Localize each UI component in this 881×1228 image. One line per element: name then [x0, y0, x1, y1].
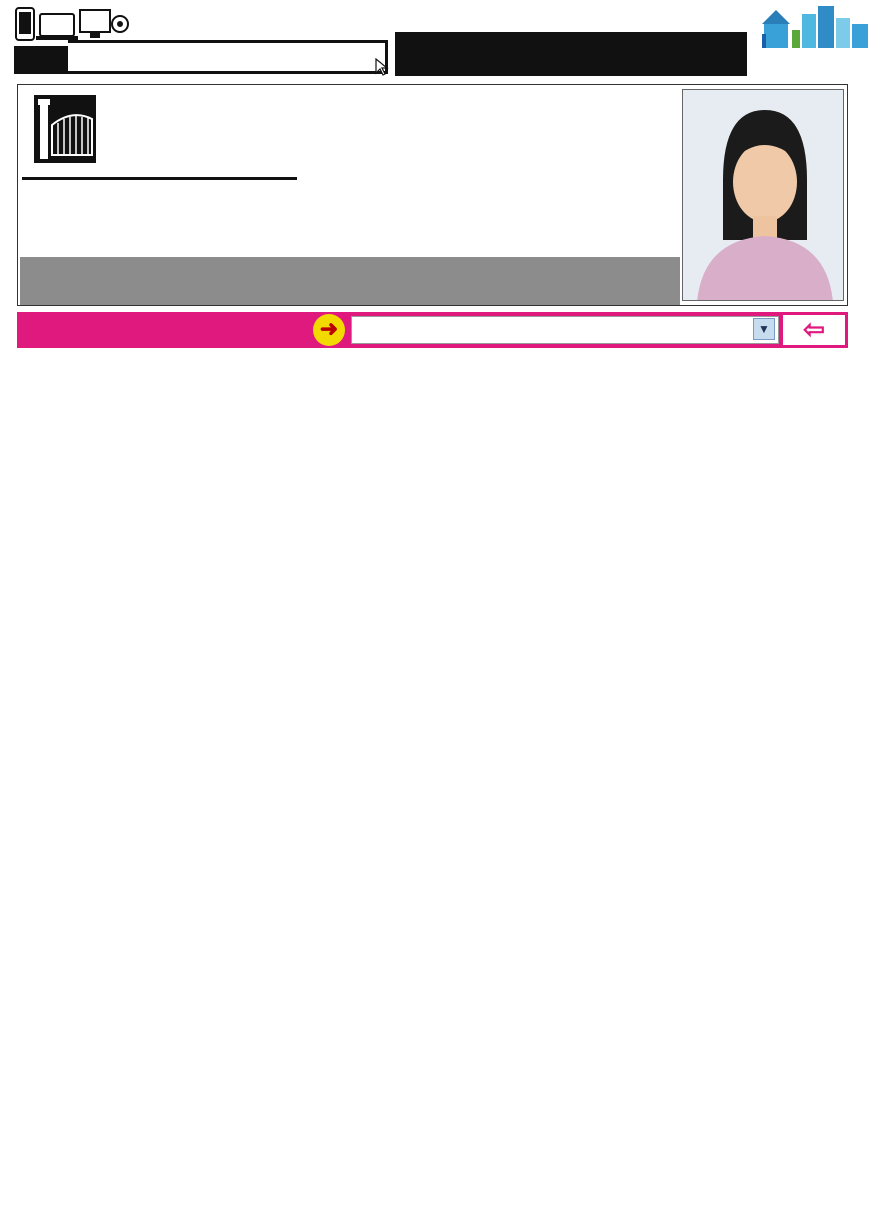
- agent-photo: [682, 89, 844, 301]
- site-url[interactable]: [68, 40, 388, 74]
- watermark: [0, 340, 881, 1200]
- chevron-down-icon[interactable]: ▼: [753, 318, 775, 340]
- skyline-icon: [762, 4, 872, 50]
- listing-url-field[interactable]: [351, 316, 779, 344]
- service-description: [395, 32, 747, 76]
- page-footer: [0, 1200, 881, 1228]
- mls-viewer-logo: [762, 4, 872, 76]
- click-bar[interactable]: [17, 312, 848, 348]
- devices-icon: [14, 6, 134, 44]
- back-arrow-icon[interactable]: ⇦: [783, 315, 845, 345]
- gate-logo-icon: [34, 95, 96, 163]
- arrow-right-icon[interactable]: ➜: [313, 314, 345, 346]
- agent-tagline: [20, 257, 680, 305]
- brand-divider: [22, 177, 297, 180]
- cursor-icon: [374, 58, 390, 76]
- agent-box: [17, 84, 848, 306]
- agent-portrait-icon: [683, 90, 844, 301]
- page-header: [0, 0, 881, 78]
- go-label[interactable]: [14, 46, 68, 74]
- mls-logo-badge: [762, 34, 766, 48]
